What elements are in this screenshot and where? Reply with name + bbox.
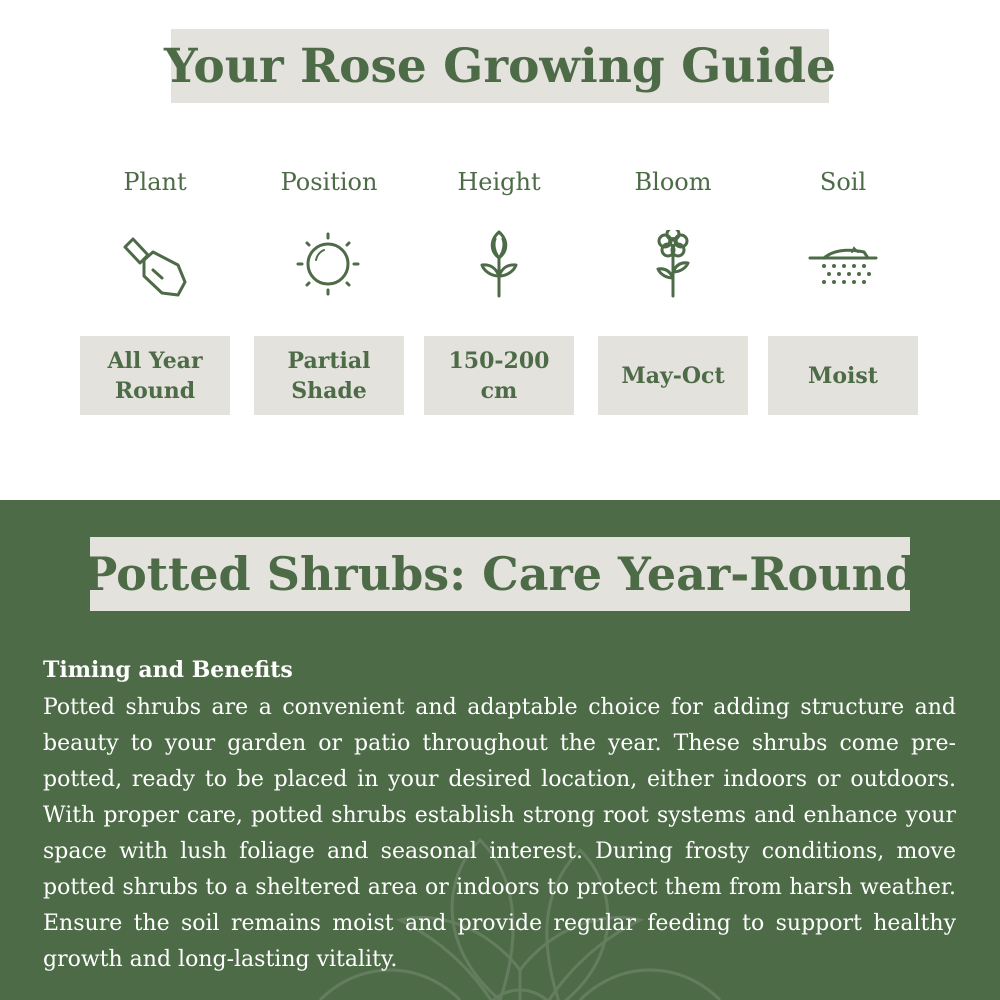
care-heading: Timing and Benefits	[43, 657, 293, 683]
guide-label-height: Height	[457, 168, 541, 196]
care-section	[0, 500, 1000, 1000]
care-title: Potted Shrubs: Care Year-Round	[90, 537, 910, 611]
sprout-icon	[464, 230, 534, 300]
trowel-icon	[120, 230, 190, 300]
guide-value-bloom: May-Oct	[598, 336, 748, 415]
guide-label-plant: Plant	[123, 168, 187, 196]
guide-label-bloom: Bloom	[634, 168, 712, 196]
care-body-text: Potted shrubs are a convenient and adaptable choice for adding structure and beauty to your garden or patio throughout the year. These shrubs come pre-potted, ready to be placed in your desired location, either indoors or outdoors. With proper care, potted shrubs establish strong root systems and enhance your space with lush foliage and seasonal interest. During frosty conditions, move potted shrubs to a sheltered area or indoors to protect them from harsh weather. Ensure the soil remains moist and provide regular feeding to support healthy growth and long-lasting vitality.	[43, 695, 956, 972]
guide-value-position: Partial Shade	[254, 336, 404, 415]
flower-icon	[638, 230, 708, 300]
sun-icon	[294, 230, 364, 300]
guide-value-height: 150-200 cm	[424, 336, 574, 415]
soil-icon	[808, 230, 878, 300]
guide-value-soil: Moist	[768, 336, 918, 415]
guide-value-plant: All Year Round	[80, 336, 230, 415]
guide-title: Your Rose Growing Guide	[171, 29, 829, 103]
guide-label-position: Position	[280, 168, 378, 196]
guide-label-soil: Soil	[819, 168, 867, 196]
